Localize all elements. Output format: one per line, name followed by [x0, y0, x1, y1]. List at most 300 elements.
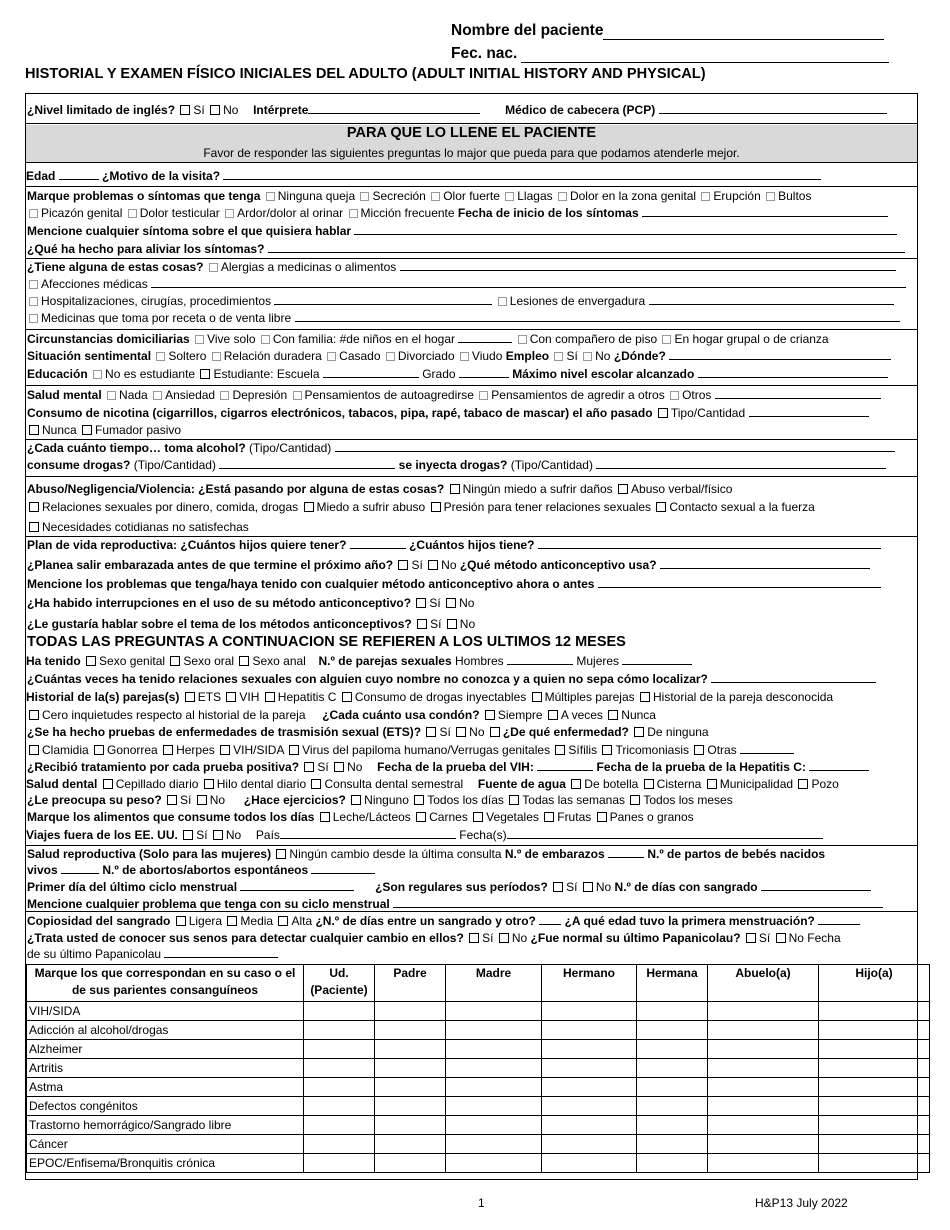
pregnancy-yes-checkbox[interactable] [398, 560, 408, 570]
table-cell[interactable] [446, 1021, 542, 1040]
table-cell[interactable] [446, 1040, 542, 1059]
symptom-checkbox[interactable] [266, 192, 275, 201]
table-cell[interactable] [637, 1135, 708, 1154]
condom-option: Siempre [497, 708, 543, 722]
injuries-label: Lesiones de envergadura [509, 294, 646, 308]
symptom-checkbox[interactable] [349, 209, 358, 218]
table-cell[interactable] [708, 1002, 819, 1021]
student-label: Estudiante: Escuela [213, 367, 320, 381]
school-field[interactable] [323, 366, 419, 378]
women-row-2 [27, 862, 917, 879]
home-checkbox[interactable] [261, 335, 270, 344]
inject-field[interactable] [596, 457, 886, 469]
table-cell[interactable] [819, 1116, 930, 1135]
symptom-option: Dolor testicular [139, 206, 220, 220]
abuse-checkbox[interactable] [450, 484, 460, 494]
travel-label: Viajes fuera de los EE. UU. [26, 828, 178, 842]
travel-no-checkbox[interactable] [213, 830, 223, 840]
pap-yes-checkbox[interactable] [746, 933, 756, 943]
partner-history-option: VIH [239, 690, 260, 704]
sti-checkbox[interactable] [29, 745, 39, 755]
reason-field[interactable] [223, 168, 821, 180]
condom-checkbox[interactable] [608, 710, 618, 720]
conditions-checkbox[interactable] [29, 280, 38, 289]
weight-exercise-row [27, 792, 917, 809]
symptom-checkbox[interactable] [360, 192, 369, 201]
table-cell[interactable] [446, 1078, 542, 1097]
breast-yes-checkbox[interactable] [469, 933, 479, 943]
mental-option: Pensamientos de autoagredirse [304, 388, 474, 402]
home-checkbox[interactable] [518, 335, 527, 344]
children-have-field[interactable] [538, 537, 881, 549]
symptom-checkbox[interactable] [29, 209, 38, 218]
employment-no-checkbox[interactable] [583, 352, 592, 361]
travel-yes-checkbox[interactable] [183, 830, 193, 840]
symptoms-row-1 [27, 188, 917, 205]
interruptions-row [27, 595, 917, 612]
where-label: ¿Dónde? [613, 349, 666, 363]
first-day-label: Primer día del último ciclo menstrual [27, 880, 238, 894]
sex-checkbox[interactable] [170, 656, 180, 666]
flow-label: Copiosidad del sangrado [27, 914, 171, 928]
interruptions-no-label: No [459, 596, 475, 610]
interruptions-yes-checkbox[interactable] [416, 598, 426, 608]
sex-option: Sexo oral [183, 654, 235, 668]
food-checkbox[interactable] [320, 812, 330, 822]
partner-history-checkbox[interactable] [532, 692, 542, 702]
table-cell[interactable] [819, 1135, 930, 1154]
pregnancies-label: N.º de embarazos [504, 847, 605, 861]
flow-checkbox[interactable] [227, 916, 237, 926]
sti-option: Sífilis [568, 743, 598, 757]
lep-yes-checkbox[interactable] [180, 105, 190, 115]
table-cell[interactable] [819, 1040, 930, 1059]
symptom-checkbox[interactable] [431, 192, 440, 201]
alcohol-field[interactable] [335, 440, 895, 452]
have-row [27, 259, 917, 276]
drugs-field[interactable] [219, 457, 395, 469]
breast-no-checkbox[interactable] [499, 933, 509, 943]
pregnancy-no-checkbox[interactable] [428, 560, 438, 570]
injuries-checkbox[interactable] [498, 297, 507, 306]
table-cell[interactable] [375, 1116, 446, 1135]
sex-checkbox[interactable] [239, 656, 249, 666]
grade-label: Grado [422, 367, 456, 381]
food-checkbox[interactable] [416, 812, 426, 822]
table-cell[interactable] [708, 1078, 819, 1097]
water-option: Cisterna [656, 777, 702, 791]
where-field[interactable] [669, 348, 891, 360]
dental-option: Consulta dental semestral [324, 777, 464, 791]
table-cell[interactable] [375, 1097, 446, 1116]
table-cell[interactable] [375, 1021, 446, 1040]
symptom-checkbox[interactable] [558, 192, 567, 201]
sti-checkbox[interactable] [220, 745, 230, 755]
table-cell[interactable] [637, 1059, 708, 1078]
food-checkbox[interactable] [597, 812, 607, 822]
mental-checkbox[interactable] [107, 391, 116, 400]
table-cell[interactable] [542, 1040, 637, 1059]
exercise-option: Todos los meses [643, 793, 733, 807]
table-cell[interactable] [304, 1059, 375, 1078]
relief-row [27, 241, 917, 258]
abuse-label: Abuso/Negligencia/Violencia: ¿Está pasando por alguna de estas cosas? [27, 482, 445, 496]
table-cell[interactable] [446, 1154, 542, 1173]
water-checkbox[interactable] [571, 779, 581, 789]
table-cell[interactable] [708, 1116, 819, 1135]
passive-smoke-checkbox[interactable] [82, 425, 92, 435]
mental-checkbox[interactable] [670, 391, 679, 400]
table-cell[interactable] [708, 1021, 819, 1040]
dental-checkbox[interactable] [204, 779, 214, 789]
age-label: Edad [26, 169, 56, 183]
home-option: Vive solo [207, 332, 256, 346]
highest-education-field[interactable] [698, 366, 888, 378]
women-row-6 [27, 930, 917, 947]
food-checkbox[interactable] [544, 812, 554, 822]
table-cell[interactable] [708, 1097, 819, 1116]
table-cell[interactable] [708, 1040, 819, 1059]
pap-date-field[interactable] [164, 946, 278, 958]
sex-checkbox[interactable] [86, 656, 96, 666]
water-checkbox[interactable] [707, 779, 717, 789]
weight-no-checkbox[interactable] [197, 795, 207, 805]
between-field[interactable] [539, 913, 561, 925]
table-cell[interactable] [375, 1154, 446, 1173]
which-label: ¿De qué enfermedad? [502, 725, 629, 739]
talk-yes-checkbox[interactable] [417, 619, 427, 629]
reason-label: ¿Motivo de la visita? [102, 169, 221, 183]
sti-yes-checkbox[interactable] [426, 727, 436, 737]
table-cell[interactable] [819, 1021, 930, 1040]
symptom-checkbox[interactable] [225, 209, 234, 218]
abuse-checkbox[interactable] [304, 502, 314, 512]
abuse-checkbox[interactable] [431, 502, 441, 512]
table-cell[interactable] [304, 1116, 375, 1135]
table-cell[interactable] [542, 1154, 637, 1173]
method-field[interactable] [660, 557, 870, 569]
table-cell[interactable] [304, 1040, 375, 1059]
water-option: Municipalidad [719, 777, 794, 791]
none-checkbox[interactable] [634, 727, 644, 737]
symptom-option: Ninguna queja [277, 189, 356, 203]
unknown-partner-label: ¿Cuántas veces ha tenido relaciones sexuales con alguien cuyo nombre no conozca y a quien no sepa cómo localizar? [27, 672, 708, 686]
table-cell[interactable] [375, 1059, 446, 1078]
dental-option: Hilo dental diario [216, 777, 307, 791]
abuse-option: Contacto sexual a la fuerza [669, 500, 815, 514]
treatment-yes-checkbox[interactable] [304, 762, 314, 772]
women-row-3 [27, 879, 917, 896]
table-cell[interactable] [304, 1154, 375, 1173]
exercise-checkbox[interactable] [509, 795, 519, 805]
food-option: Leche/Lácteos [332, 810, 411, 824]
table-cell[interactable] [304, 1021, 375, 1040]
table-cell[interactable] [819, 1002, 930, 1021]
pap-label: ¿Fue normal su último Papanicolau? [530, 931, 741, 945]
table-cell[interactable] [375, 1135, 446, 1154]
drugs-row [27, 457, 917, 474]
table-cell[interactable] [637, 1040, 708, 1059]
no-change-checkbox[interactable] [276, 849, 286, 859]
table-header: Abuelo(a) [708, 965, 819, 1002]
partner-history-checkbox[interactable] [640, 692, 650, 702]
symptom-checkbox[interactable] [128, 209, 137, 218]
regular-no-checkbox[interactable] [583, 882, 593, 892]
abuse-checkbox[interactable] [656, 502, 666, 512]
symptom-checkbox[interactable] [701, 192, 710, 201]
mention-symptom-row [27, 223, 917, 240]
women-field[interactable] [622, 653, 692, 665]
abuse-row-2 [27, 499, 917, 516]
table-cell[interactable] [637, 1002, 708, 1021]
mental-checkbox[interactable] [479, 391, 488, 400]
table-cell[interactable] [375, 1040, 446, 1059]
interpreter-label: Intérprete [253, 103, 309, 117]
education-row [27, 366, 917, 383]
abuse-row-1 [27, 481, 917, 498]
mental-other-field[interactable] [715, 387, 881, 399]
age-field[interactable] [59, 168, 99, 180]
no-worries-checkbox[interactable] [29, 710, 39, 720]
dates-field[interactable] [507, 827, 823, 839]
table-row [27, 1059, 930, 1078]
alive-label: vivos [27, 863, 58, 877]
medicines-field[interactable] [295, 310, 900, 322]
table-cell[interactable] [542, 1097, 637, 1116]
table-cell[interactable] [637, 1154, 708, 1173]
not-student-label: No es estudiante [105, 367, 196, 381]
table-cell[interactable] [637, 1078, 708, 1097]
mention-symptom-field[interactable] [354, 223, 897, 235]
abuse-checkbox[interactable] [29, 522, 39, 532]
table-cell[interactable] [446, 1002, 542, 1021]
passive-smoke-label: Fumador pasivo [95, 423, 182, 437]
relationship-checkbox[interactable] [327, 352, 336, 361]
pap-date-label-2: de su último Papanicolau [27, 947, 162, 961]
table-row [27, 1154, 930, 1173]
table-cell[interactable] [542, 1021, 637, 1040]
never-smoke-checkbox[interactable] [29, 425, 39, 435]
conditions-label: Afecciones médicas [41, 277, 148, 291]
weight-yes-checkbox[interactable] [167, 795, 177, 805]
sti-option: Clamidia [42, 743, 89, 757]
table-cell[interactable] [819, 1097, 930, 1116]
conditions-field[interactable] [151, 276, 906, 288]
table-cell[interactable] [819, 1059, 930, 1078]
exercise-checkbox[interactable] [351, 795, 361, 805]
mental-checkbox[interactable] [220, 391, 229, 400]
dob-field[interactable] [521, 47, 889, 63]
men-field[interactable] [507, 653, 573, 665]
table-cell[interactable] [375, 1002, 446, 1021]
hospital-checkbox[interactable] [29, 297, 38, 306]
home-checkbox[interactable] [662, 335, 671, 344]
regular-no-label: No [595, 880, 612, 894]
pcp-field[interactable] [659, 102, 887, 114]
method-problems-row [27, 576, 917, 593]
treatment-no-checkbox[interactable] [334, 762, 344, 772]
mental-checkbox[interactable] [153, 391, 162, 400]
employment-yes-checkbox[interactable] [554, 352, 563, 361]
abuse-checkbox[interactable] [29, 502, 39, 512]
condition-label: Defectos congénitos [27, 1097, 304, 1116]
hepc-date-field[interactable] [809, 759, 869, 771]
repro-plan-row [27, 537, 917, 554]
hiv-date-field[interactable] [537, 759, 593, 771]
mental-checkbox[interactable] [293, 391, 302, 400]
symptom-checkbox[interactable] [505, 192, 514, 201]
table-row [27, 1135, 930, 1154]
exercise-checkbox[interactable] [630, 795, 640, 805]
table-cell[interactable] [819, 1154, 930, 1173]
table-cell[interactable] [375, 1078, 446, 1097]
table-cell[interactable] [637, 1116, 708, 1135]
relationship-checkbox[interactable] [212, 352, 221, 361]
table-cell[interactable] [708, 1154, 819, 1173]
partner-history-checkbox[interactable] [265, 692, 275, 702]
table-cell[interactable] [637, 1021, 708, 1040]
abortions-field[interactable] [311, 862, 375, 874]
table-cell[interactable] [542, 1116, 637, 1135]
sti-no-checkbox[interactable] [456, 727, 466, 737]
regular-yes-checkbox[interactable] [553, 882, 563, 892]
employment-yes-label: Sí [566, 349, 578, 363]
partner-history-option: Múltiples parejas [544, 690, 635, 704]
abuse-option: Abuso verbal/físico [631, 482, 733, 496]
country-field[interactable] [280, 827, 456, 839]
method-problems-field[interactable] [598, 576, 881, 588]
table-row [27, 1116, 930, 1135]
hospital-field[interactable] [274, 293, 492, 305]
table-header: Padre [375, 965, 446, 1002]
table-cell[interactable] [446, 1116, 542, 1135]
talk-no-checkbox[interactable] [447, 619, 457, 629]
flow-checkbox[interactable] [176, 916, 186, 926]
no-change-label: Ningún cambio desde la última consulta [289, 847, 502, 861]
injuries-field[interactable] [649, 293, 894, 305]
sti-checkbox[interactable] [163, 745, 173, 755]
partner-history-checkbox[interactable] [226, 692, 236, 702]
grade-field[interactable] [459, 366, 509, 378]
table-cell[interactable] [637, 1097, 708, 1116]
table-cell[interactable] [708, 1059, 819, 1078]
first-day-field[interactable] [240, 879, 354, 891]
partner-history-checkbox[interactable] [342, 692, 352, 702]
partner-history-option: Hepatitis C [277, 690, 337, 704]
table-cell[interactable] [446, 1135, 542, 1154]
relief-label: ¿Qué ha hecho para aliviar los síntomas? [27, 242, 265, 256]
unknown-partner-field[interactable] [711, 671, 876, 683]
flow-checkbox[interactable] [278, 916, 288, 926]
hospital-label: Hospitalizaciones, cirugías, procedimientos [41, 294, 272, 308]
pregnancies-field[interactable] [608, 846, 644, 858]
pcp-label: Médico de cabecera (PCP) [505, 103, 656, 117]
table-cell[interactable] [304, 1078, 375, 1097]
condom-checkbox[interactable] [485, 710, 495, 720]
age-reason-row [26, 168, 916, 185]
first-age-field[interactable] [818, 913, 860, 925]
sti-checkbox[interactable] [555, 745, 565, 755]
lep-no-checkbox[interactable] [210, 105, 220, 115]
exercise-option: Todos los días [427, 793, 504, 807]
table-cell[interactable] [542, 1078, 637, 1097]
children-wanted-field[interactable] [350, 537, 406, 549]
form-code: H&P13 July 2022 [755, 1196, 848, 1210]
regular-label: ¿Son regulares sus períodos? [375, 880, 548, 894]
table-cell[interactable] [304, 1097, 375, 1116]
interruptions-no-checkbox[interactable] [446, 598, 456, 608]
abuse-checkbox[interactable] [618, 484, 628, 494]
table-header: Hermana [637, 965, 708, 1002]
lep-yes-label: Sí [193, 103, 205, 117]
water-checkbox[interactable] [798, 779, 808, 789]
table-cell[interactable] [304, 1002, 375, 1021]
table-cell[interactable] [446, 1097, 542, 1116]
dental-checkbox[interactable] [103, 779, 113, 789]
sti-checkbox[interactable] [694, 745, 704, 755]
relationship-checkbox[interactable] [386, 352, 395, 361]
table-cell[interactable] [819, 1078, 930, 1097]
relief-field[interactable] [268, 241, 905, 253]
alive-field[interactable] [61, 862, 99, 874]
interpreter-field[interactable] [308, 102, 480, 114]
food-checkbox[interactable] [473, 812, 483, 822]
onset-field[interactable] [642, 205, 888, 217]
sti-other-field[interactable] [740, 742, 794, 754]
cycle-problem-field[interactable] [393, 896, 883, 908]
sti-checkbox[interactable] [94, 745, 104, 755]
lep-question: ¿Nivel limitado de inglés? [27, 103, 176, 117]
which-checkbox[interactable] [490, 727, 500, 737]
not-student-checkbox[interactable] [93, 370, 102, 379]
patient-name-field[interactable] [603, 24, 884, 40]
home-checkbox[interactable] [195, 335, 204, 344]
dental-checkbox[interactable] [311, 779, 321, 789]
page-number: 1 [478, 1196, 485, 1210]
table-cell[interactable] [542, 1059, 637, 1078]
sti-yes-label: Sí [439, 725, 451, 739]
nicotine-checkbox[interactable] [658, 408, 668, 418]
method-label: ¿Qué método anticonceptivo usa? [459, 558, 657, 572]
table-cell[interactable] [542, 1002, 637, 1021]
table-cell[interactable] [304, 1135, 375, 1154]
children-field[interactable] [458, 331, 512, 343]
bleeding-days-field[interactable] [761, 879, 871, 891]
table-header-row [27, 965, 930, 1002]
allergies-field[interactable] [400, 259, 896, 271]
exercise-checkbox[interactable] [414, 795, 424, 805]
condom-checkbox[interactable] [548, 710, 558, 720]
symptom-option: Dolor en la zona genital [569, 189, 697, 203]
table-cell[interactable] [708, 1135, 819, 1154]
nicotine-field[interactable] [749, 405, 869, 417]
medicines-checkbox[interactable] [29, 314, 38, 323]
sti-checkbox[interactable] [289, 745, 299, 755]
relationship-checkbox[interactable] [460, 352, 469, 361]
student-checkbox[interactable] [200, 369, 210, 379]
relationship-checkbox[interactable] [156, 352, 165, 361]
had-label: Ha tenido [26, 654, 81, 668]
pap-no-checkbox[interactable] [776, 933, 786, 943]
water-checkbox[interactable] [644, 779, 654, 789]
relationship-option: Viudo [471, 349, 503, 363]
table-cell[interactable] [542, 1135, 637, 1154]
table-cell[interactable] [446, 1059, 542, 1078]
allergies-checkbox[interactable] [209, 263, 218, 272]
sti-checkbox[interactable] [602, 745, 612, 755]
symptom-checkbox[interactable] [766, 192, 775, 201]
partner-history-checkbox[interactable] [185, 692, 195, 702]
